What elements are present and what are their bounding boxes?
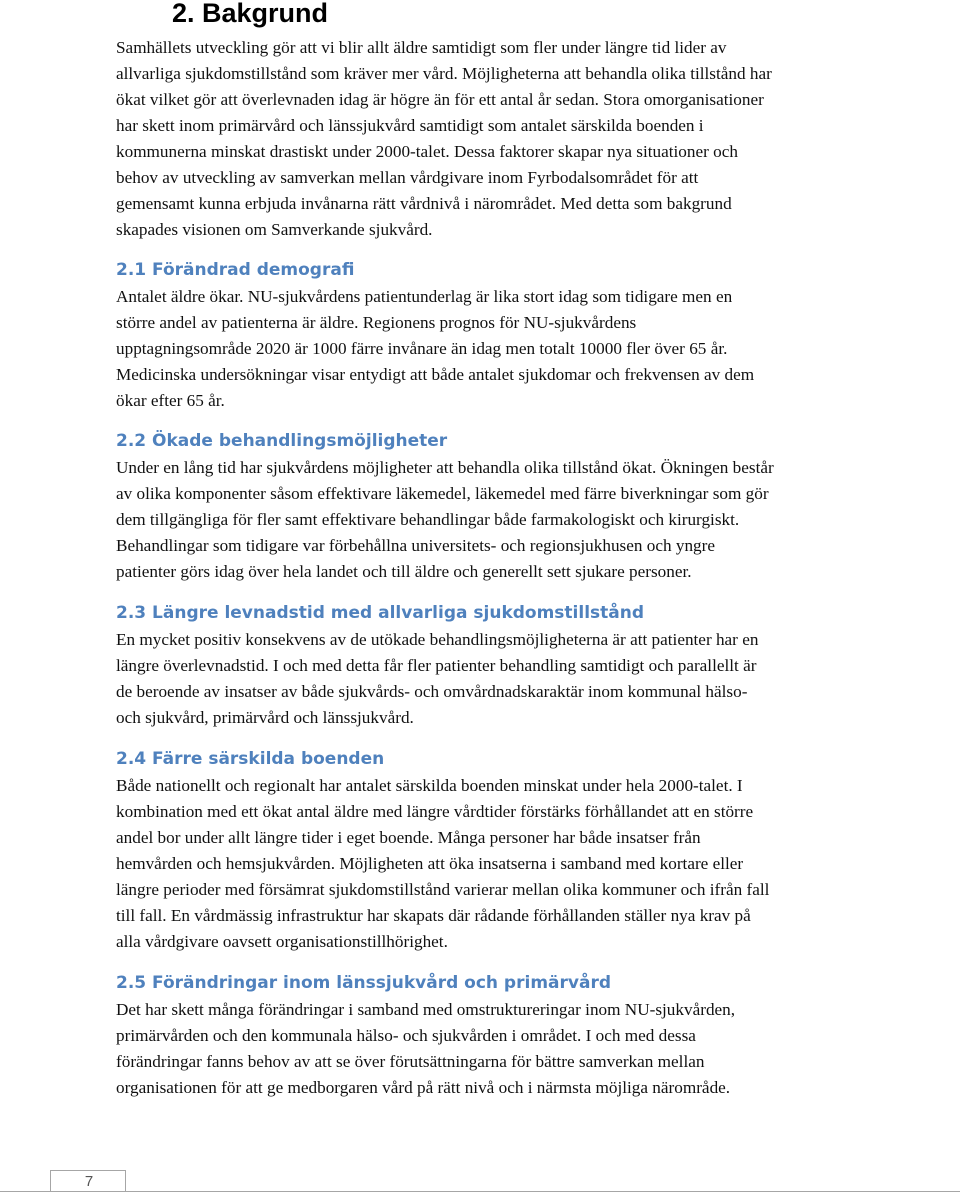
text-line: förändringar fanns behov av att se över förutsättningarna för bättre samverkan mellan (116, 1052, 705, 1071)
text-line: upptagningsområde 2020 är 1000 färre invånare än idag men totalt 10000 fler över 65 år. (116, 339, 728, 358)
text-line: andel bor under allt längre tider i eget boende. Många personer har både insatser från (116, 828, 701, 847)
text-line: kombination med ett ökat antal äldre med längre vårdtider förstärks förhållandet att en större (116, 802, 754, 821)
text-line: dem tillgängliga för fler samt effektivare behandlingar både farmakologiskt och kirurgiskt. (116, 510, 740, 529)
text-line: organisationen för att ge medborgaren vård på rätt nivå och i närmsta möjliga närområde. (116, 1078, 731, 1097)
text-line: de beroende av insatser av både sjukvårds- och omvårdnadskaraktär inom kommunal hälso- (116, 682, 748, 701)
text-line: ökat vilket gör att överlevnaden idag är högre än för ett antal år sedan. Stora omorganisationer (116, 90, 764, 109)
text-line: En mycket positiv konsekvens av de utökade behandlingsmöjligheterna är att patienter har en (116, 630, 759, 649)
text-line: skapades visionen om Samverkande sjukvård. (116, 220, 433, 239)
text-line: Samhällets utveckling gör att vi blir allt äldre samtidigt som fler under längre tid lider av (116, 38, 727, 57)
section-heading-lanssjukvard: 2.5 Förändringar inom länssjukvård och primärvård (116, 973, 611, 993)
section-body-demografi (116, 284, 856, 414)
text-line: gemensamt kunna erbjuda invånarna rätt vårdnivå i närområdet. Med detta som bakgrund (116, 194, 732, 213)
section-heading-boenden: 2.4 Färre särskilda boenden (116, 749, 385, 769)
text-line: Det har skett många förändringar i samband med omstruktureringar inom NU-sjukvården, (116, 1000, 736, 1019)
text-line: Både nationellt och regionalt har antalet särskilda boenden minskat under hela 2000-talet. I (116, 776, 743, 795)
text-line: hemvården och hemsjukvården. Möjligheten att öka insatserna i samband med kortare eller (116, 854, 744, 873)
section-body-behandlingsmojligheter (116, 455, 856, 585)
text-line: primärvården och den kommunala hälso- och sjukvården i området. I och med dessa (116, 1026, 696, 1045)
page-title: 2. Bakgrund (172, 0, 329, 28)
section-body-boenden (116, 773, 856, 955)
intro-paragraph (116, 35, 856, 243)
text-line: Under en lång tid har sjukvårdens möjligheter att behandla olika tillstånd ökat. Ökningen består (116, 458, 774, 477)
section-heading-behandlingsmojligheter: 2.2 Ökade behandlingsmöjligheter (116, 431, 448, 451)
section-body-levnadstid (116, 627, 856, 731)
text-line: patienter görs idag över hela landet och till äldre och generellt sett sjukare personer. (116, 562, 692, 581)
text-line: kommunerna minskat drastiskt under 2000-talet. Dessa faktorer skapar nya situationer och (116, 142, 738, 161)
text-line: till fall. En vårdmässig infrastruktur har skapats där rådande förhållanden ställer nya krav på (116, 906, 751, 925)
text-line: alla vårdgivare oavsett organisationstillhörighet. (116, 932, 448, 951)
text-line: större andel av patienterna är äldre. Regionens prognos för NU-sjukvårdens (116, 313, 637, 332)
text-line: Behandlingar som tidigare var förbehållna universitets- och regionsjukhusen och yngre (116, 536, 716, 555)
section-body-lanssjukvard (116, 997, 856, 1101)
text-line: längre perioder med försämrat sjukdomstillstånd varierar mellan olika kommuner och ifrån fall (116, 880, 770, 899)
text-line: och sjukvård, primärvård och länssjukvård. (116, 708, 414, 727)
section-heading-levnadstid: 2.3 Längre levnadstid med allvarliga sjukdomstillstånd (116, 603, 645, 623)
page-number: 7 (84, 1173, 94, 1190)
text-line: har skett inom primärvård och länssjukvård samtidigt som antalet särskilda boenden i (116, 116, 704, 135)
text-line: Antalet äldre ökar. NU-sjukvårdens patientunderlag är lika stort idag som tidigare men en (116, 287, 733, 306)
text-line: längre överlevnadstid. I och med detta får fler patienter behandling samtidigt och parallellt är (116, 656, 757, 675)
page-number-box (50, 1170, 126, 1192)
text-line: behov av utveckling av samverkan mellan vårdgivare inom Fyrbodalsområdet för att (116, 168, 699, 187)
section-heading-demografi: 2.1 Förändrad demografi (116, 260, 355, 280)
text-line: av olika komponenter såsom effektivare läkemedel, läkemedel med färre biverkningar som gör (116, 484, 769, 503)
text-line: ökar efter 65 år. (116, 391, 225, 410)
text-line: Medicinska undersökningar visar entydigt att både antalet sjukdomar och frekvensen av dem (116, 365, 755, 384)
text-line: allvarliga sjukdomstillstånd som kräver mer vård. Möjligheterna att behandla olika tillstånd har (116, 64, 772, 83)
